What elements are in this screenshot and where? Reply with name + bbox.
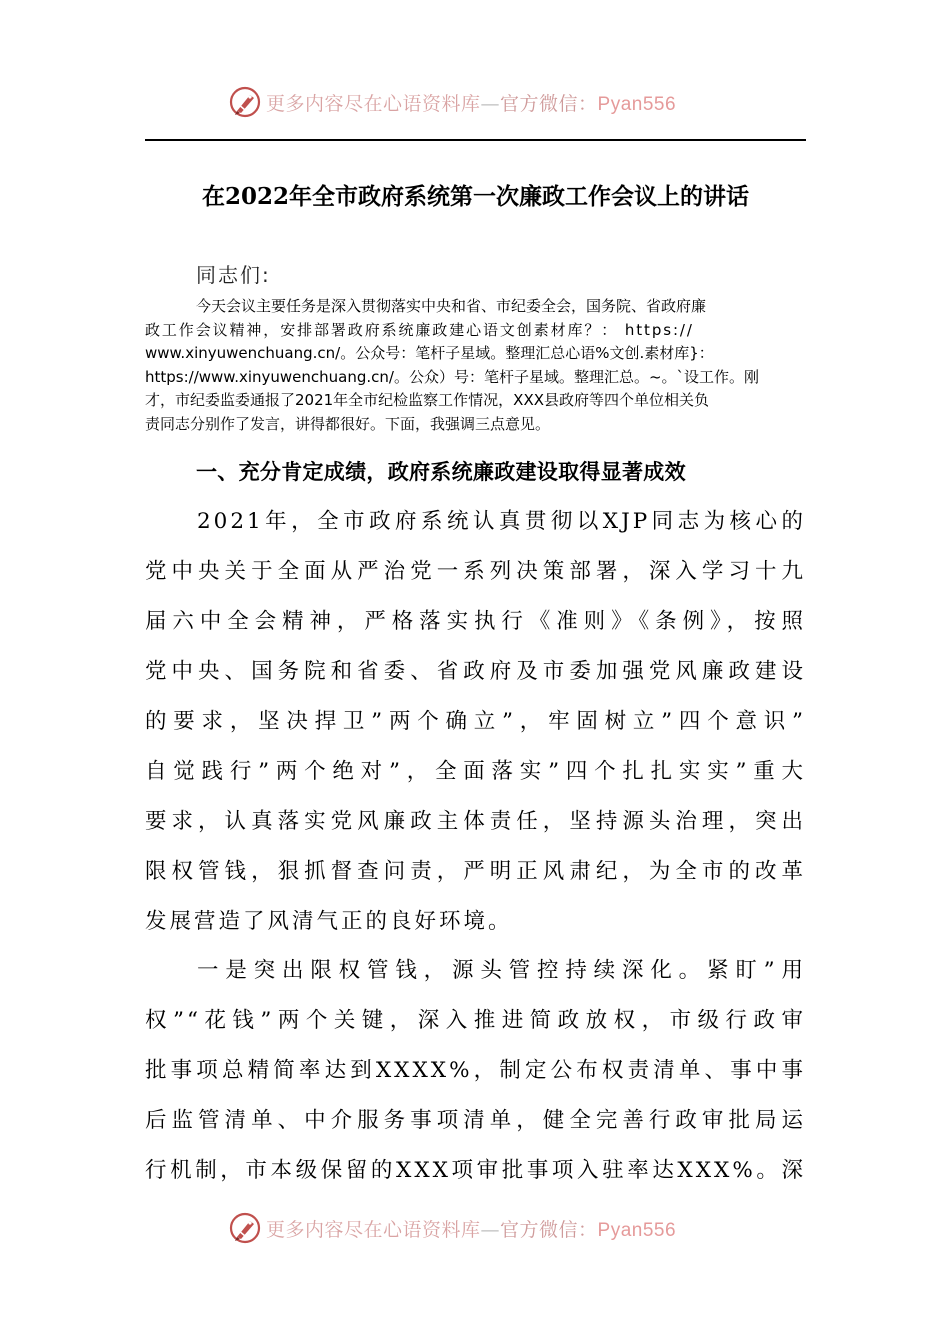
paragraph-line: 届六中全会精神，严格落实执行《准则》《条例》，按照 — [145, 609, 806, 634]
pen-nib-logo-icon — [228, 1211, 262, 1245]
paragraph-line: 限权管钱，狠抓督查问责，严明正风肃纪，为全市的改革 — [145, 859, 806, 884]
header-banner-slogan: 更多内容尽在心语资料库 — [266, 92, 481, 115]
paragraph-line: 党中央关于全面从严治党一系列决策部署，深入学习十九 — [145, 559, 806, 584]
paragraph-line: 自觉践行”两个绝对”，全面落实”四个扎扎实实”重大 — [145, 759, 806, 784]
footer-banner-wechat-label: 官方微信： — [500, 1218, 598, 1241]
header-banner-separator: — — [480, 92, 501, 115]
pen-nib-logo-icon — [228, 85, 262, 119]
header-banner — [0, 82, 950, 122]
header-rule — [145, 139, 806, 141]
intro-paragraph — [145, 295, 806, 436]
paragraph-line: 党中央、国务院和省委、省政府及市委加强党风廉政建设 — [145, 659, 806, 684]
paragraph-line: 行机制，市本级保留的XXX项审批事项入驻率达XXX%。深 — [145, 1158, 806, 1183]
intro-line: https://www.xinyuwenchuang.cn/。公众）号：笔杆子星域。整理汇总。~。`设工作。刚 — [145, 367, 760, 386]
section-heading-1: 一、充分肯定成绩，政府系统廉政建设取得显著成效 — [196, 460, 686, 484]
footer-banner-separator: — — [480, 1218, 501, 1241]
footer-banner-text — [266, 1215, 676, 1242]
paragraph-line: 权”“花钱”两个关键，深入推进简政放权，市级行政审 — [145, 1008, 806, 1033]
header-banner-wechat-id: Pyan556 — [597, 93, 677, 115]
paragraph-line: 要求，认真落实党风廉政主体责任，坚持源头治理，突出 — [145, 809, 806, 834]
intro-line: 才，市纪委监委通报了2021年全市纪检监察工作情况，XXX县政府等四个单位相关负 — [145, 391, 710, 409]
footer-banner-wechat-id: Pyan556 — [597, 1219, 677, 1241]
paragraph-line: 批事项总精简率达到XXXX%，制定公布权责清单、事中事 — [145, 1058, 806, 1083]
intro-line: 责同志分别作了发言，讲得都很好。下面，我强调三点意见。 — [145, 414, 551, 433]
header-banner-wechat-label: 官方微信： — [500, 92, 598, 115]
intro-line: 政工作会议精神，安排部署政府系统廉政建心语文创素材库？： https:// — [145, 320, 694, 339]
document-title: 在2022年全市政府系统第一次廉政工作会议上的讲话 — [201, 183, 749, 210]
footer-banner-slogan: 更多内容尽在心语资料库 — [266, 1218, 481, 1241]
paragraph-line: 发展营造了风清气正的良好环境。 — [145, 909, 513, 934]
paragraph-line: 2021年，全市政府系统认真贯彻以XJP同志为核心的 — [197, 509, 806, 534]
body-paragraph-1 — [145, 497, 806, 947]
intro-line: 今天会议主要任务是深入贯彻落实中央和省、市纪委全会，国务院、省政府廉 — [196, 297, 707, 315]
salutation: 同志们: — [196, 263, 271, 287]
paragraph-line: 一是突出限权管钱，源头管控持续深化。紧盯”用 — [197, 958, 806, 983]
intro-line: www.xinyuwenchuang.cn/。公众号：笔杆子星域。整理汇总心语%文创.素材库}： — [145, 344, 714, 362]
footer-banner — [0, 1208, 950, 1248]
paragraph-line: 后监管清单、中介服务事项清单，健全完善行政审批局运 — [145, 1108, 806, 1133]
body-paragraph-2 — [145, 946, 806, 1196]
paragraph-line: 的要求，坚决捍卫”两个确立”，牢固树立”四个意识” — [145, 709, 806, 734]
header-banner-text — [266, 89, 676, 116]
